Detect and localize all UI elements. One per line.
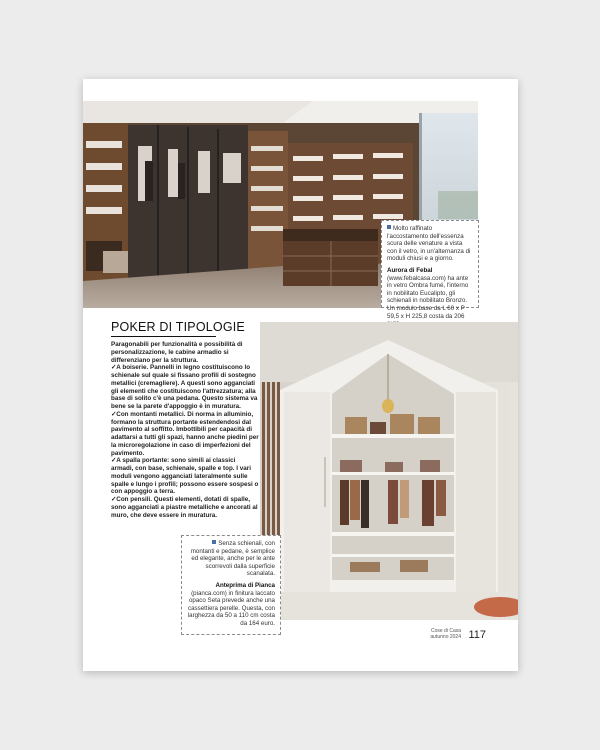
list-item: ✓Con montanti metallici. Di norma in alluminio, formano la struttura portante estendendosi dal pavimento al soffitto. Imbottibili per capacità di adattarsi a tutti gli spazi, hanno anche piedini per la microregolazione in caso di imperfezioni del pavimento. [111,410,259,457]
magazine-name: Cose di Casa [430,628,461,635]
checkmark-icon: ✓ [111,410,117,418]
page-number: 117 [468,628,486,641]
checkmark-icon: ✓ [111,457,117,465]
square-bullet-icon [212,540,216,544]
magazine-page [83,79,518,671]
caption-intro: Senza schienali, con montanti e pedane, è semplice ed elegante, anche per le ante scorrevoli dalla superficie scanalata. [190,540,275,578]
corner-closet-photo-white [260,322,518,620]
list-item: ✓A spalla portante: sono simili ai classici armadi, con base, schienale, spalle e top. I vari moduli vengono agganciati lateralmente sulle spalle e lungo i profili; possono essere sospesi o con appoggio a terra. [111,457,259,496]
product-name: Aurora di Febal [387,266,433,274]
checkmark-icon: ✓ [111,496,117,503]
product-details: (www.febalcasa.com) ha ante in vetro Ombra fumé, l'interno in nobilitato Eucalipto, gli schienali in nobilitato Bronzo. Un modulo base da L 60 x P 59,5 x H 225,8 costa da 206 [387,274,469,320]
issue-label: autunno 2024 [430,633,461,640]
checkmark-icon: ✓ [111,364,117,372]
article-intro: Paragonabili per funzionalità e possibilità di personalizzazione, le cabine armadio si differenziano per la struttura. [111,341,243,364]
page-footer [430,626,486,644]
list-item: ✓A boiserie. Pannelli in legno costituiscono lo schienale sul quale si fissano profili di sostegno metallici (cremagliere). A questi sono agganciati gli elementi che costituiscono l'attrezzatura; alla base di solito c'è una pedana. Questo sistema va bene se la parete d'appoggio è in muratura. [111,364,258,410]
list-item: ✓Con pensili. Questi elementi, dotati di spalle, sono agganciati a piastre metalliche e ancorati al muro, che deve essere in muratura. [111,496,258,519]
bottom-photo-caption [181,535,281,635]
article-body [111,341,259,519]
product-details: (pianca.com) in finitura laccato opaco Seta prevede anche una cassettiera perelle. Questa, con larghezza da 50 a 110 cm costa da 164 euro. [187,589,275,627]
section-title: POKER DI TIPOLOGIE [111,320,245,334]
square-bullet-icon [387,225,391,229]
caption-intro: Molto raffinato l'accostamento dell'essenza scura delle venature a vista con il vetro, in un'alternanza di moduli chiusi e a giorno. [387,225,471,263]
title-underline [111,336,216,337]
magazine-credit [430,629,461,640]
top-photo-caption [381,220,479,320]
product-name: Anteprima di Pianca [215,581,275,589]
